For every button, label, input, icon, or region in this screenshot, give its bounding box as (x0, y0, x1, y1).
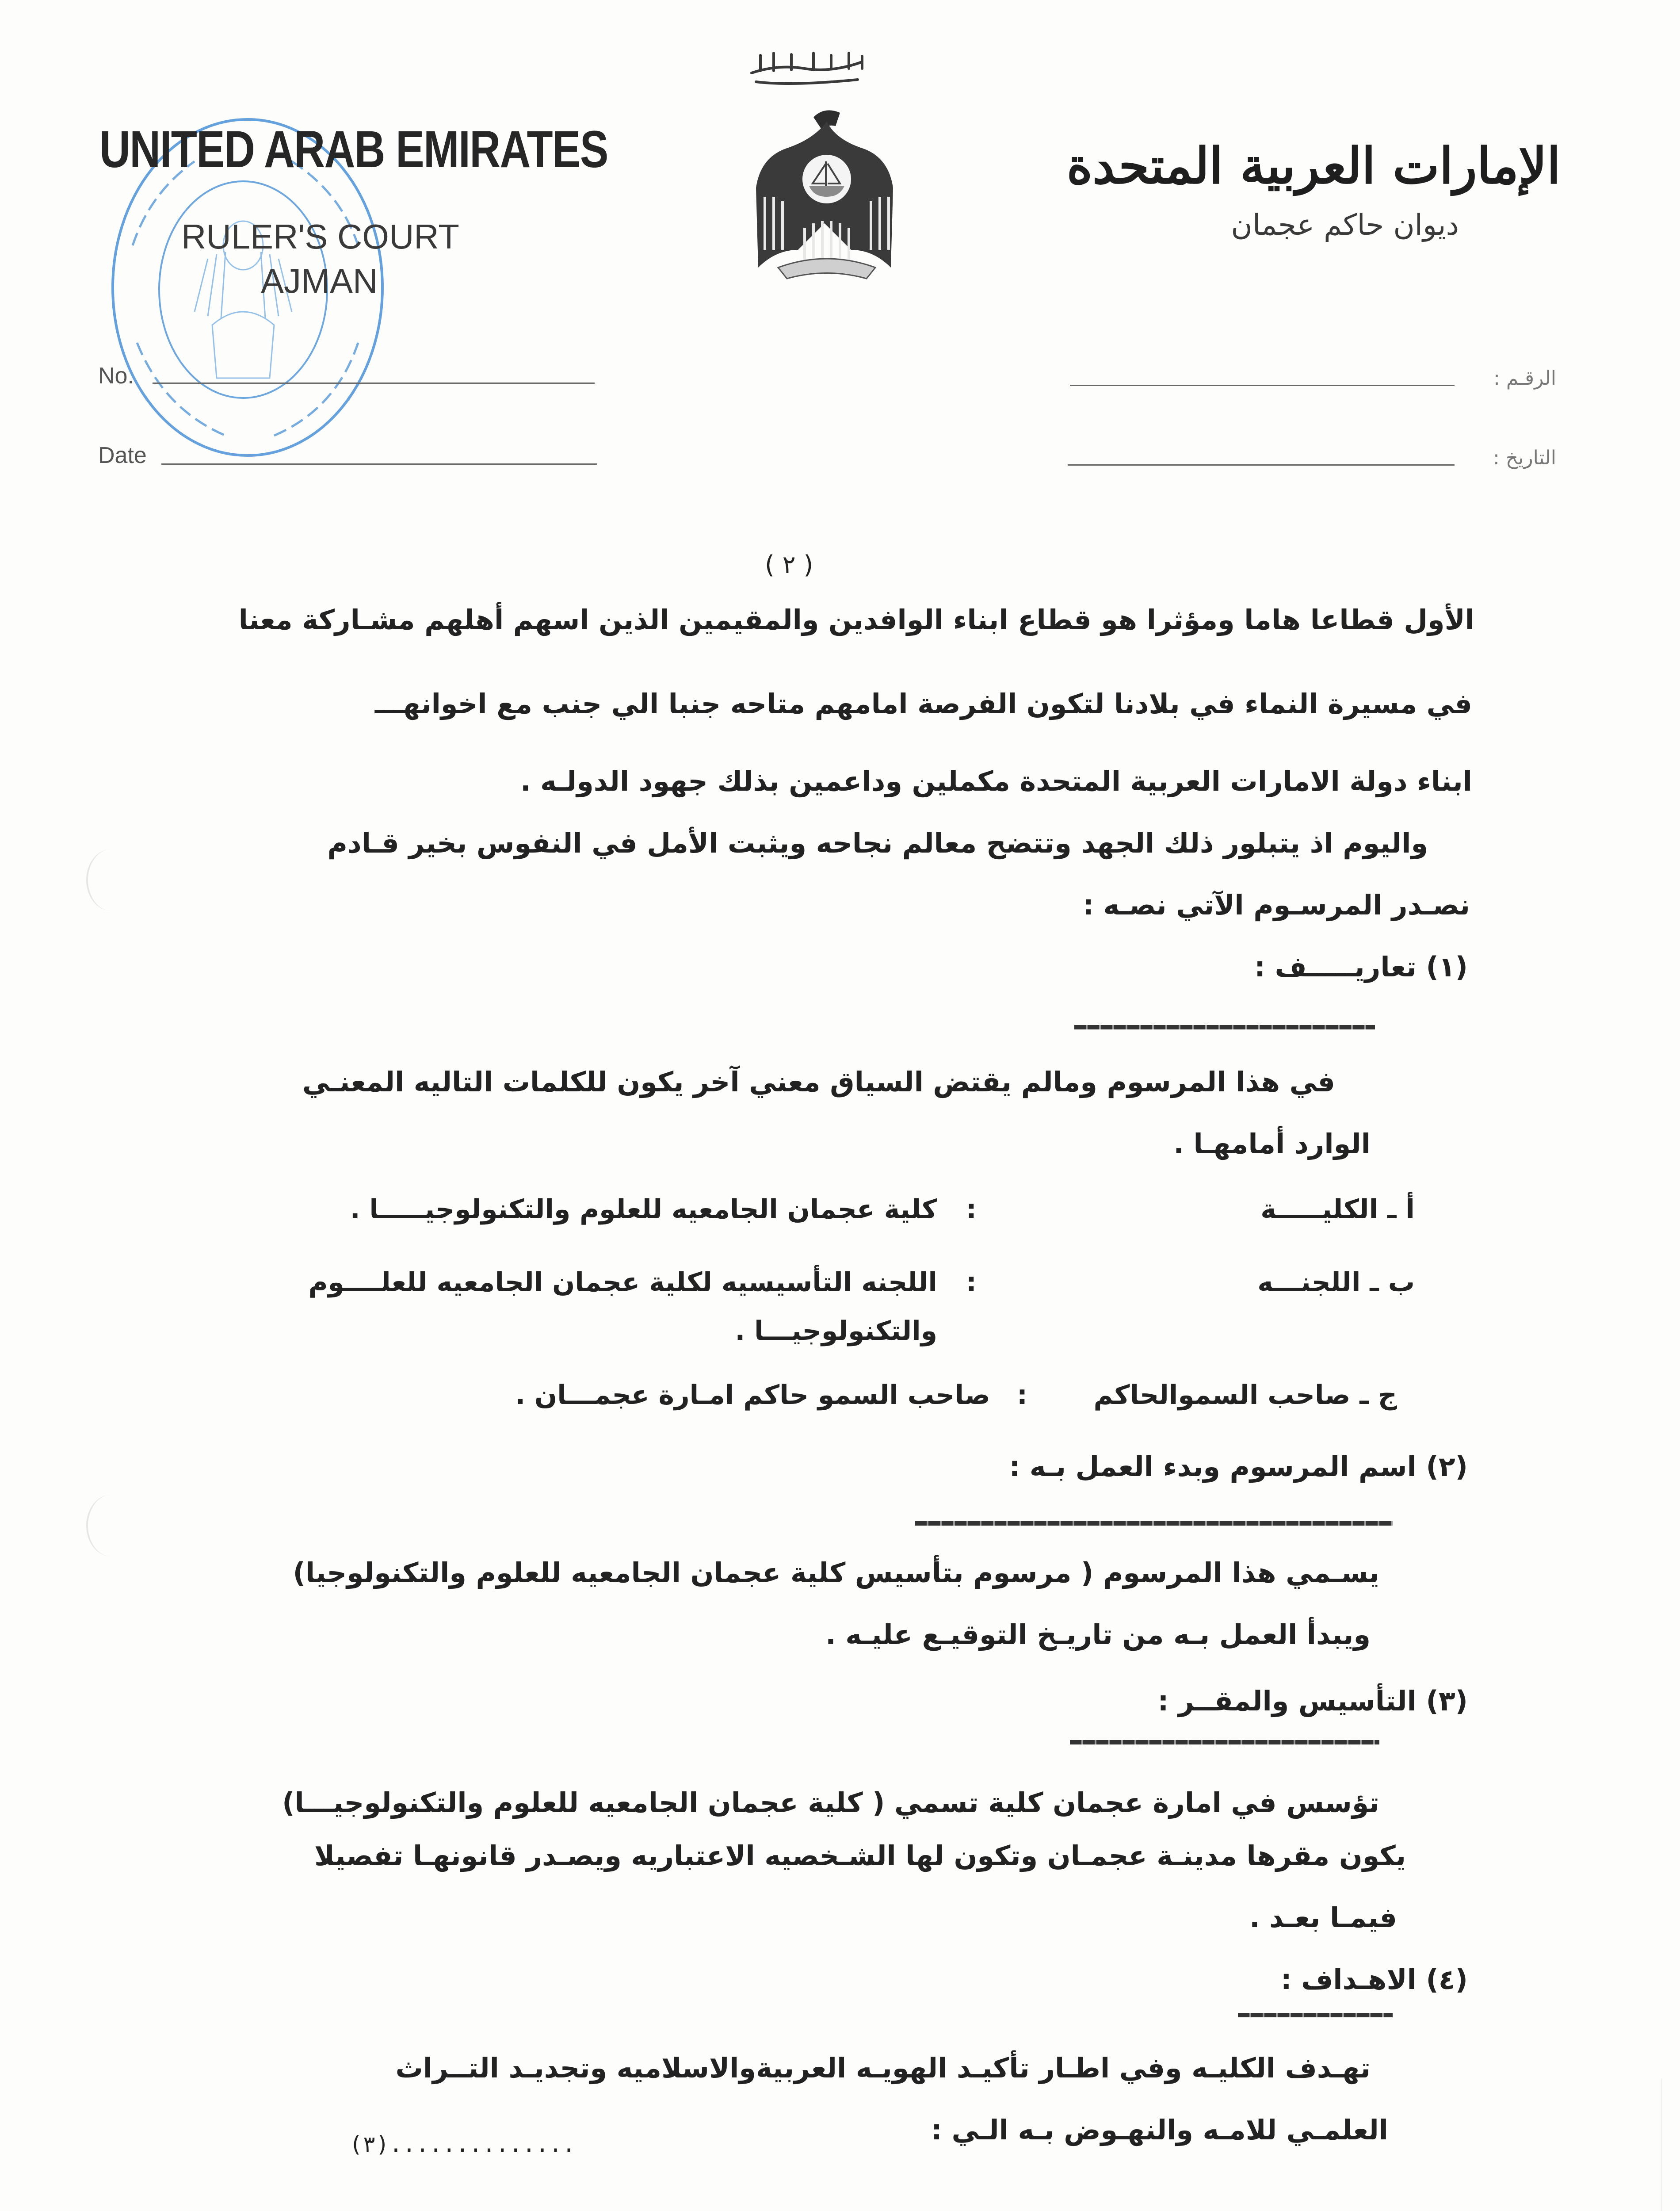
punch-hole-mark (86, 849, 137, 911)
section-underline (1070, 1740, 1379, 1744)
body-line: في هذا المرسوم ومالم يقتض السياق معني آخر يكون للكلمات التاليه المعنـي (302, 1066, 1335, 1098)
section-underline (1074, 1025, 1375, 1029)
definition-value: صاحب السمو حاكم امـارة عجمـــان . (515, 1380, 990, 1411)
body-line: العلمـي للامـه والنهـوض بـه الـي : (931, 2114, 1388, 2146)
office-name-english: RULER'S COURT (181, 217, 459, 256)
city-name-english: AJMAN (261, 261, 378, 300)
country-name-arabic: الإمارات العربية المتحدة (1066, 137, 1561, 195)
body-line: تؤسس في امارة عجمان كلية تسمي ( كلية عجمان الجامعيه للعلوم والتكنولوجيـــا) (282, 1786, 1379, 1819)
definition-colon: : (966, 1194, 977, 1225)
section-underline (1238, 2013, 1393, 2017)
section-heading-name-and-effect: (٢) اسم المرسوم وبدء العمل بـه : (1009, 1450, 1468, 1483)
body-line: ويبدأ العمل بـه من تاريـخ التوقيـع عليـه . (825, 1618, 1371, 1651)
office-name-arabic: ديوان حاكم عجمان (1231, 208, 1459, 242)
definition-value-continued: والتكنولوجيـــا . (735, 1316, 937, 1346)
section-heading-definitions: (١) تعاريـــــف : (1254, 951, 1468, 983)
body-line: يكون مقرها مدينـة عجمـان وتكون لها الشـخصيه الاعتباريه ويصـدر قانونهـا تفصيلا (314, 1840, 1406, 1872)
definition-value: كلية عجمان الجامعيه للعلوم والتكنولوجيـــــا . (350, 1194, 937, 1225)
definition-term: أ ـ الكليـــــة (1260, 1194, 1415, 1225)
uae-falcon-emblem-icon (747, 99, 906, 285)
body-line: الوارد أمامهـا . (1173, 1128, 1371, 1160)
country-name-english: UNITED ARAB EMIRATES (99, 120, 608, 179)
date-field-line-arabic (1068, 464, 1455, 466)
punch-hole-mark (86, 1495, 137, 1557)
number-label-english: No. (98, 363, 134, 389)
section-underline (915, 1521, 1393, 1526)
definition-term: ج ـ صاحب السموالحاكم (1093, 1380, 1397, 1411)
page-edge-mark (1661, 2078, 1662, 2211)
page-number: ( ٢ ) (765, 551, 813, 579)
number-field-line-english (153, 383, 595, 384)
section-heading-objectives: (٤) الاهـداف : (1280, 1963, 1468, 1996)
number-field-line-arabic (1070, 385, 1455, 386)
body-line: واليوم اذ يتبلور ذلك الجهد وتتضح معالم نجاحه ويثبت الأمل في النفوس بخير قـادم (327, 827, 1428, 859)
definition-value: اللجنه التأسيسيه لكلية عجمان الجامعيه للعلــــوم (308, 1267, 937, 1298)
basmala-calligraphy-icon (743, 46, 875, 91)
definition-colon: : (1017, 1380, 1027, 1411)
body-line: في مسيرة النماء في بلادنا لتكون الفرصة امامهم متاحه جنبا الي جنب مع اخوانهـــ (374, 688, 1472, 720)
date-label-arabic: التاريخ : (1493, 447, 1556, 469)
section-heading-establishment: (٣) التأسيس والمقــر : (1157, 1685, 1468, 1717)
date-label-english: Date (98, 443, 147, 468)
continuation-marker: (٣).............. (349, 2131, 576, 2157)
date-field-line-english (161, 463, 597, 465)
number-label-arabic: الرقـم : (1493, 367, 1556, 390)
definition-colon: : (966, 1267, 977, 1298)
body-line: ابناء دولة الامارات العربية المتحدة مكملين وداعمين بذلك جهود الدولـه . (520, 765, 1472, 797)
body-line: يسـمي هذا المرسوم ( مرسوم بتأسيس كلية عجمان الجامعيه للعلوم والتكنولوجيا) (293, 1557, 1379, 1589)
body-line: فيمـا بعـد . (1249, 1901, 1397, 1934)
definition-term: ب ـ اللجنـــه (1257, 1267, 1415, 1298)
body-line: نصـدر المرسـوم الآتي نصـه : (1083, 889, 1470, 921)
body-line: الأول قطاعا هاما ومؤثرا هو قطاع ابناء الوافدين والمقيمين الذين اسهم أهلهم مشـاركة معنا (238, 604, 1474, 636)
body-line: تهـدف الكليـه وفي اطـار تأكيـد الهويـه العربيةوالاسلاميه وتجديـد التــراث (395, 2052, 1371, 2084)
